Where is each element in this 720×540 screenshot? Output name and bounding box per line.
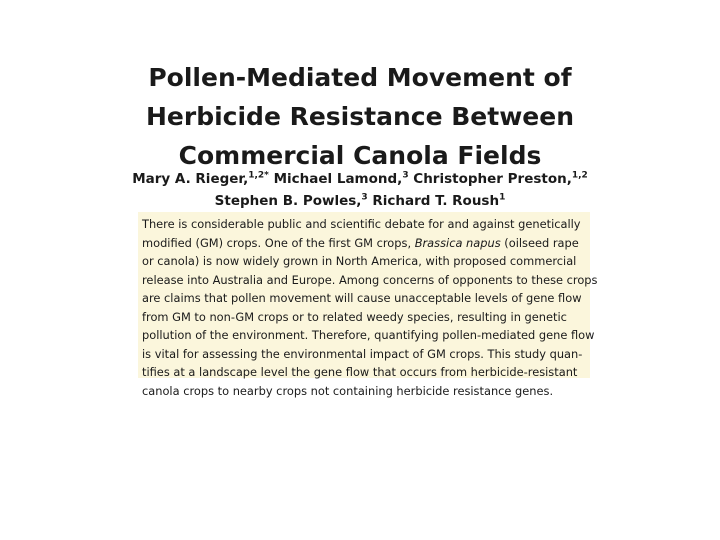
author-name: Richard T. Roush <box>372 193 500 209</box>
abstract-line: There is considerable public and scientific debate for and against genetically <box>142 217 581 231</box>
title-line-2: Herbicide Resistance Between <box>145 102 574 131</box>
abstract-line: are claims that pollen movement will cause unacceptable levels of gene flow <box>142 291 582 305</box>
abstract-line: tifies at a landscape level the gene flow that occurs from herbicide-resistant <box>142 365 578 379</box>
abstract-line: canola crops to nearby crops not containing herbicide resistance genes. <box>142 383 554 398</box>
species-name: Brassica napus <box>414 235 501 250</box>
author-name: Mary A. Rieger, <box>132 171 249 187</box>
author-name: Stephen B. Powles, <box>214 193 362 209</box>
author-line-2 <box>120 190 600 212</box>
title-line-3: Commercial Canola Fields <box>178 141 542 170</box>
abstract-text: modified (GM) crops. One of the first GM crops, <box>142 235 415 250</box>
author-name: Christopher Preston, <box>413 171 572 187</box>
abstract-line: is vital for assessing the environmental impact of GM crops. This study quan- <box>142 346 583 361</box>
abstract-line: pollution of the environment. Therefore, quantifying pollen-mediated gene flow <box>142 328 595 342</box>
abstract <box>138 212 598 398</box>
title-line-1: Pollen-Mediated Movement of <box>148 63 572 92</box>
abstract-line: from GM to non-GM crops or to related weedy species, resulting in genetic <box>142 309 567 324</box>
author-list <box>120 168 600 212</box>
author-name: Michael Lamond, <box>273 171 403 187</box>
abstract-line: or canola) is now widely grown in North America, with proposed commercial <box>142 254 577 268</box>
abstract-line <box>142 234 584 253</box>
author-affiliation: 3 <box>361 192 368 203</box>
abstract-line: release into Australia and Europe. Among concerns of opponents to these crops <box>142 272 598 287</box>
abstract-text: (oilseed rape <box>500 235 579 250</box>
author-affiliation: 1 <box>499 192 506 203</box>
author-affiliation: 1,2* <box>248 170 269 181</box>
author-line-1 <box>120 168 600 190</box>
author-affiliation: 3 <box>402 170 409 181</box>
paper-title <box>120 58 600 175</box>
author-affiliation: 1,2 <box>571 170 588 181</box>
